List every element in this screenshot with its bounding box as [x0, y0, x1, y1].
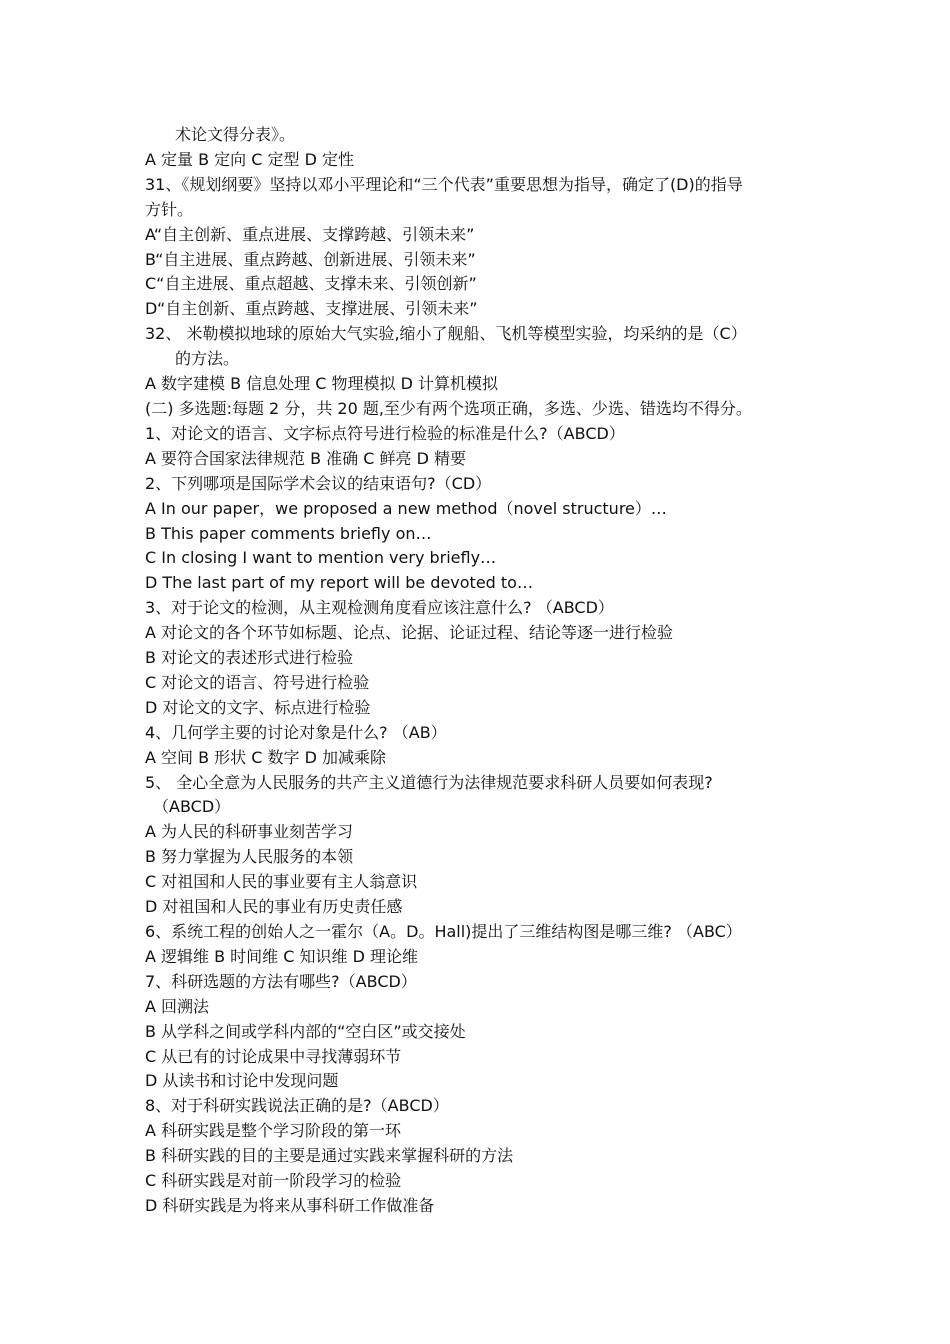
- option-d: D“自主创新、重点跨越、支撑进展、引领未来”: [145, 299, 478, 319]
- option-b: B“自主进展、重点跨越、创新进展、引领未来”: [145, 249, 476, 269]
- option-d: D 对论文的文字、标点进行检验: [145, 697, 371, 717]
- text-line: A 定量 B 定向 C 定型 D 定性: [145, 149, 355, 169]
- option-b: B 对论文的表述形式进行检验: [145, 648, 354, 668]
- option-a: A 科研实践是整个学习阶段的第一环: [145, 1121, 402, 1141]
- question-31: 31、《规划纲要》坚持以邓小平理论和“三个代表”重要思想为指导，确定了(D)的指导: [145, 174, 743, 194]
- document-body: [145, 123, 825, 1219]
- question-4: 4、几何学主要的讨论对象是什么? （AB）: [145, 722, 447, 742]
- text-line: （ABCD）: [153, 797, 231, 817]
- question-32: 32、 米勒模拟地球的原始大气实验,缩小了舰船、飞机等模型实验，均采纳的是（C）: [145, 324, 747, 344]
- option-d: D 从读书和讨论中发现问题: [145, 1071, 339, 1091]
- options-line: A 逻辑维 B 时间维 C 知识维 D 理论维: [145, 946, 419, 966]
- options-line: A 空间 B 形状 C 数字 D 加减乘除: [145, 747, 387, 767]
- text-line: 的方法。: [175, 349, 240, 369]
- option-b: B 科研实践的目的主要是通过实践来掌握科研的方法: [145, 1146, 514, 1166]
- option-a: A“自主创新、重点进展、支撑跨越、引领未来”: [145, 224, 475, 244]
- option-c: C 对祖国和人民的事业要有主人翁意识: [145, 872, 418, 892]
- option-b: B 从学科之间或学科内部的“空白区”或交接处: [145, 1021, 466, 1041]
- option-a: A 为人民的科研事业刻苦学习: [145, 822, 354, 842]
- question-3: 3、对于论文的检测，从主观检测角度看应该注意什么? （ABCD）: [145, 598, 614, 618]
- options-line: A 要符合国家法律规范 B 准确 C 鲜亮 D 精要: [145, 448, 467, 468]
- option-d: D 对祖国和人民的事业有历史责任感: [145, 897, 403, 917]
- text-line: 术论文得分表》。: [175, 125, 296, 144]
- section-heading: (二) 多选题:每题 2 分，共 20 题,至少有两个选项正确，多选、少选、错选均不得分。: [145, 398, 752, 418]
- option-d: D The last part of my report will be devoted to…: [145, 573, 533, 593]
- question-8: 8、对于科研实践说法正确的是?（ABCD）: [145, 1096, 449, 1116]
- question-2: 2、下列哪项是国际学术会议的结束语句?（CD）: [145, 473, 492, 493]
- option-c: C 从已有的讨论成果中寻找薄弱环节: [145, 1046, 402, 1066]
- option-c: C 科研实践是对前一阶段学习的检验: [145, 1171, 402, 1191]
- option-c: C“自主进展、重点超越、支撑未来、引领创新”: [145, 274, 477, 294]
- text-line: 方针。: [145, 199, 194, 219]
- option-b: B 努力掌握为人民服务的本领: [145, 847, 354, 867]
- question-7: 7、科研选题的方法有哪些?（ABCD）: [145, 971, 417, 991]
- option-a: A In our paper，we proposed a new method（novel structure）…: [145, 498, 667, 518]
- option-a: A 对论文的各个环节如标题、论点、论据、论证过程、结论等逐一进行检验: [145, 623, 674, 643]
- option-b: B This paper comments briefly on…: [145, 523, 432, 543]
- question-6: 6、系统工程的创始人之一霍尔（A。D。Hall)提出了三维结构图是哪三维? （ABC）: [145, 922, 742, 941]
- option-c: C 对论文的语言、符号进行检验: [145, 672, 370, 692]
- options-line: A 数字建模 B 信息处理 C 物理模拟 D 计算机模拟: [145, 374, 499, 394]
- option-c: C In closing I want to mention very briefly…: [145, 548, 497, 568]
- option-a: A 回溯法: [145, 996, 210, 1016]
- question-1: 1、对论文的语言、文字标点符号进行检验的标准是什么?（ABCD）: [145, 423, 625, 443]
- question-5: 5、 全心全意为人民服务的共产主义道德行为法律规范要求科研人员要如何表现?: [145, 772, 713, 792]
- option-d: D 科研实践是为将来从事科研工作做准备: [145, 1195, 435, 1215]
